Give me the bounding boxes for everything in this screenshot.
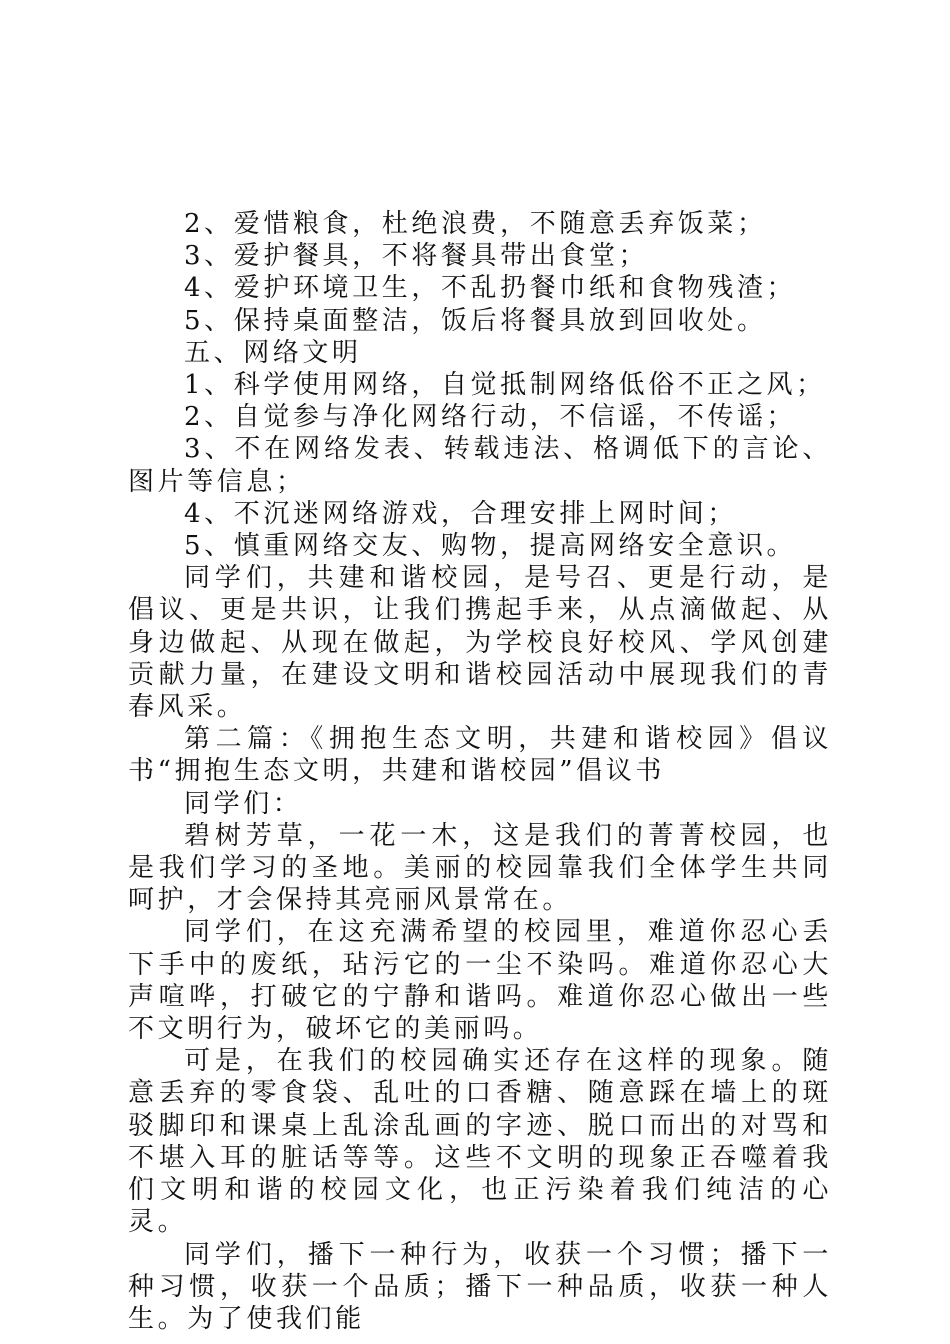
paragraph: 4、不沉迷网络游戏，合理安排上网时间； [184, 498, 737, 529]
paragraph: 5、保持桌面整洁，饭后将餐具放到回收处。 [184, 305, 767, 336]
paragraph: 同学们，播下一种行为，收获一个习惯；播下一种习惯，收获一个品质；播下一种品质，收获一种人生。为了使我们能 [128, 1239, 832, 1334]
paragraph: 可是，在我们的校园确实还存在这样的现象。随意丢弃的零食袋、乱吐的口香糖、随意踩在墙上的斑驳脚印和课桌上乱涂乱画的字迹、脱口而出的对骂和不堪入耳的脏话等等。这些不文明的现象正吞噬着我们文明和谐的校园文化，也正污染着我们纯洁的心灵。 [128, 1046, 832, 1238]
paragraph: 3、不在网络发表、转载违法、格调低下的言论、图片等信息； [128, 434, 832, 497]
paragraph: 同学们，在这充满希望的校园里，难道你忍心丢下手中的废纸，玷污它的一尘不染吗。难道你忍心大声喧哗，打破它的宁静和谐吗。难道你忍心做出一些不文明行为，破坏它的美丽吗。 [128, 917, 832, 1045]
article-title: 第二篇：《拥抱生态文明，共建和谐校园》倡议书“拥抱生态文明，共建和谐校园”倡议书 [128, 724, 832, 787]
salutation: 同学们： [184, 788, 303, 819]
document-body [128, 208, 832, 1335]
paragraph: 1、科学使用网络，自觉抵制网络低俗不正之风； [184, 370, 826, 401]
paragraph: 同学们，共建和谐校园，是号召、更是行动，是倡议、更是共识，让我们携起手来，从点滴做起、从身边做起、从现在做起，为学校良好校风、学风创建贡献力量，在建设文明和谐校园活动中展现我们的青春风采。 [128, 563, 832, 723]
section-heading: 五、网络文明 [184, 337, 362, 368]
paragraph: 4、爱护环境卫生，不乱扔餐巾纸和食物残渣； [184, 273, 797, 304]
paragraph: 碧树芳草，一花一木，这是我们的菁菁校园，也是我们学习的圣地。美丽的校园靠我们全体学生共同呵护，才会保持其亮丽风景常在。 [128, 820, 832, 916]
paragraph: 5、慎重网络交友、购物，提高网络安全意识。 [184, 531, 797, 562]
paragraph: 3、爱护餐具，不将餐具带出食堂； [184, 241, 649, 272]
paragraph: 2、爱惜粮食，杜绝浪费，不随意丢弃饭菜； [184, 209, 767, 239]
paragraph: 2、自觉参与净化网络行动，不信谣，不传谣； [184, 402, 797, 433]
